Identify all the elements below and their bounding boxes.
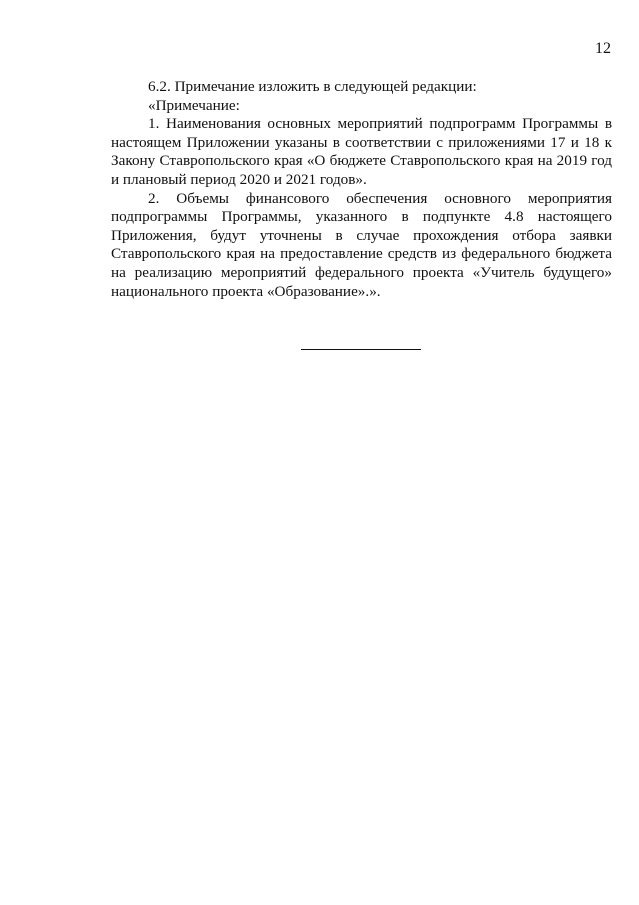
section-heading: 6.2. Примечание изложить в следующей редакции: (148, 78, 477, 95)
note-open: «Примечание: (148, 96, 240, 114)
note-item-1: 1. Наименования основных мероприятий подпрограмм Программы в настоящем Приложении указаны в соответствии с приложениями 17 и 18 к Закону Ставропольского края «О бюджете Ставропольского края на 2019 год и плановый период 2020 и 2021 годов». (111, 115, 612, 188)
note-item-2: 2. Объемы финансового обеспечения основного мероприятия подпрограммы Программы, указанного в подпункте 4.8 настоящего Приложения, будут уточнены в случае прохождения отбора заявки Ставропольского края на предоставление средств из федерального бюджета на реализацию мероприятий федерального проекта «Учитель будущего» национального проекта «Образование».». (111, 189, 612, 300)
page-number: 12 (595, 40, 611, 57)
document-body (111, 78, 612, 301)
end-divider (301, 349, 421, 350)
